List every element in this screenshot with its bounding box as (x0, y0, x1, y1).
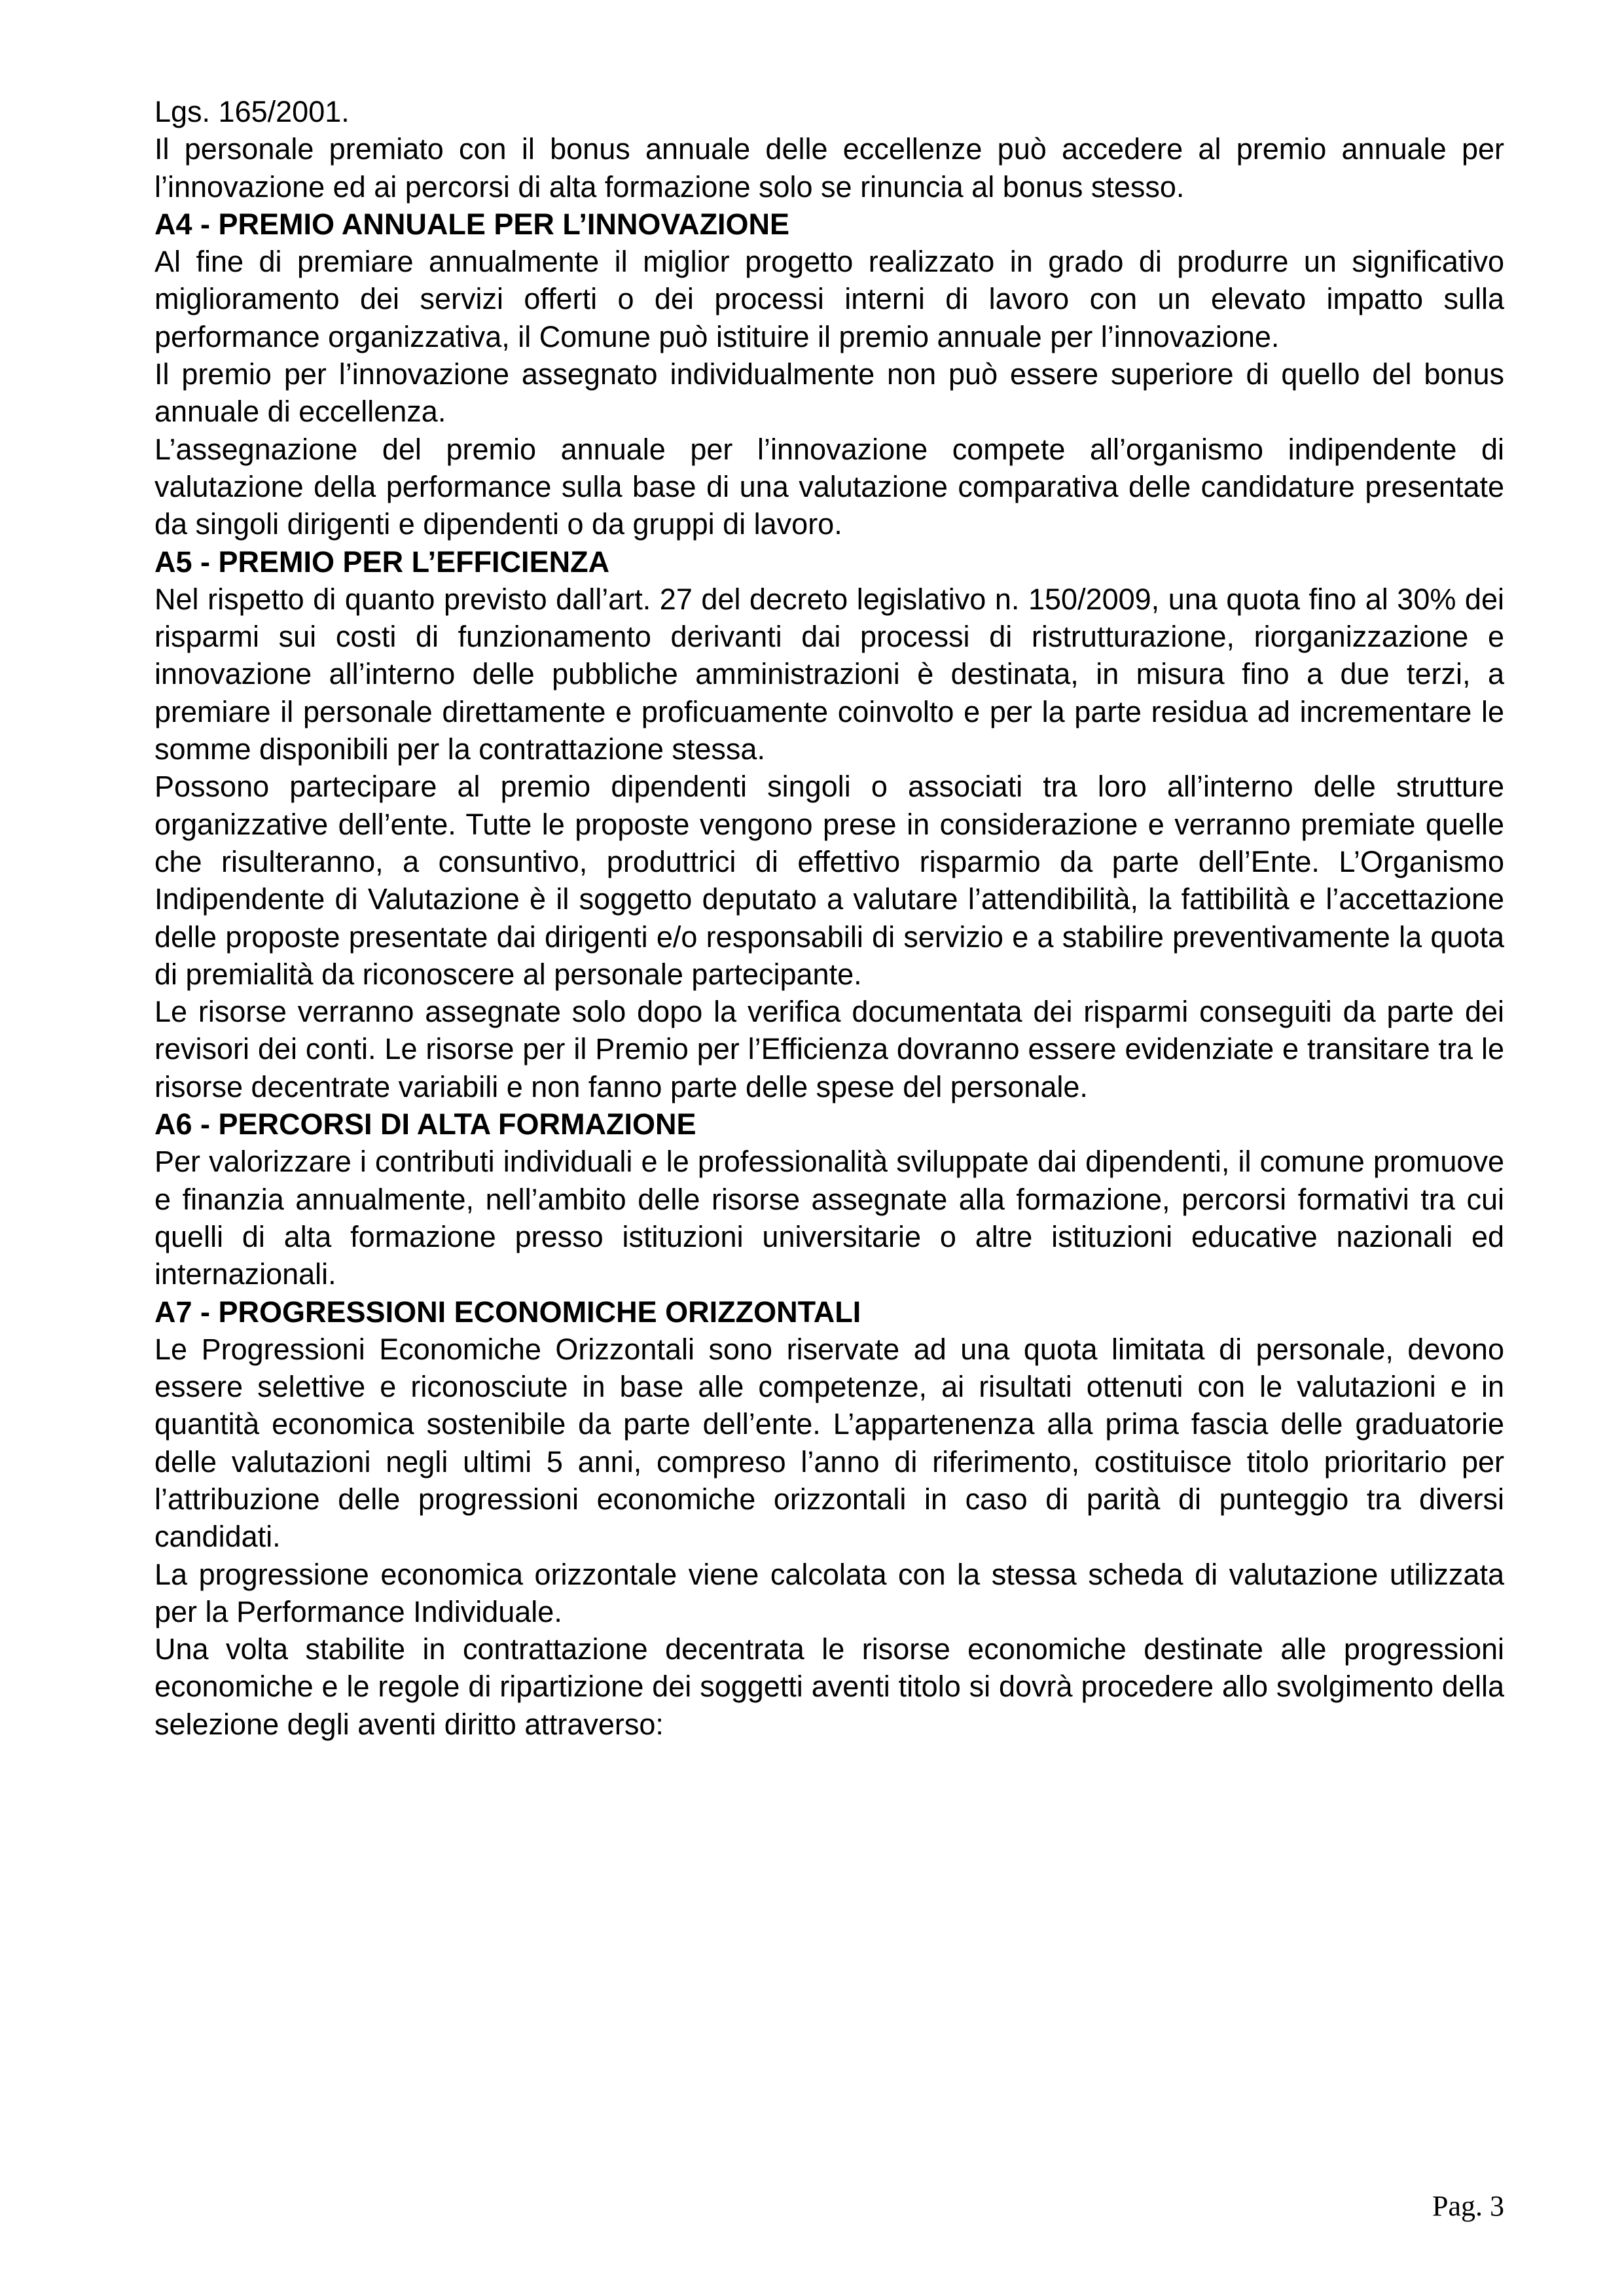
section-a6 (154, 1105, 1504, 1293)
section-heading-a5: A5 - PREMIO PER L’EFFICIENZA (154, 545, 610, 579)
section-a7 (154, 1293, 1504, 1744)
paragraph: Le risorse verranno assegnate solo dopo la verifica documentata dei risparmi conseguiti da parte dei revisori dei conti. Le risorse per il Premio per l’Efficienza dovranno essere evidenziate e transitare tra le risorse decentrate variabili e non fanno parte delle spese del personale. (154, 995, 1504, 1103)
section-a5 (154, 543, 1504, 1105)
intro-paragraph-bonus: Il personale premiato con il bonus annuale delle eccellenze può accedere al premio annuale per l’innovazione ed ai percorsi di alta formazione solo se rinuncia al bonus stesso. (154, 132, 1504, 204)
paragraph: Nel rispetto di quanto previsto dall’art. 27 del decreto legislativo n. 150/2009, una quota fino al 30% dei risparmi sui costi di funzionamento derivanti dai processi di ristrutturazione, riorganizzazione e innovazione all’interno delle pubbliche amministrazioni è destinata, in misura fino a due terzi, a premiare il personale direttamente e proficuamente coinvolto e per la parte residua ad incrementare le somme disponibili per la contrattazione stessa. (154, 582, 1504, 766)
document-text-column (154, 93, 1504, 1743)
section-heading-a4: A4 - PREMIO ANNUALE PER L’INNOVAZIONE (154, 207, 790, 241)
paragraph: Al fine di premiare annualmente il miglior progetto realizzato in grado di produrre un significativo miglioramento dei servizi offerti o dei processi interni di lavoro con un elevato impatto sulla performance organizzativa, il Comune può istituire il premio annuale per l’innovazione. (154, 245, 1504, 353)
paragraph: Una volta stabilite in contrattazione decentrata le risorse economiche destinate alle progressioni economiche e le regole di ripartizione dei soggetti aventi titolo si dovrà procedere allo svolgimento della selezione degli aventi diritto attraverso: (154, 1632, 1504, 1741)
paragraph: L’assegnazione del premio annuale per l’innovazione compete all’organismo indipendente di valutazione della performance sulla base di una valutazione comparativa delle candidature presentate da singoli dirigenti e dipendenti o da gruppi di lavoro. (154, 432, 1504, 541)
section-heading-a6: A6 - PERCORSI DI ALTA FORMAZIONE (154, 1107, 696, 1141)
page-number: Pag. 3 (1432, 2190, 1504, 2222)
paragraph: Le Progressioni Economiche Orizzontali sono riservate ad una quota limitata di personale, devono essere selettive e riconosciute in base alle competenze, ai risultati ottenuti con le valutazioni e in quantità economica sostenibile da parte dell’ente. L’appartenenza alla prima fascia delle graduatorie delle valutazioni negli ultimi 5 anni, compreso l’anno di riferimento, costituisce titolo prioritario per l’attribuzione delle progressioni economiche orizzontali in caso di parità di punteggio tra diversi candidati. (154, 1332, 1504, 1554)
paragraph: Il premio per l’innovazione assegnato individualmente non può essere superiore di quello del bonus annuale di eccellenza. (154, 357, 1504, 429)
section-heading-a7: A7 - PROGRESSIONI ECONOMICHE ORIZZONTALI (154, 1295, 861, 1329)
section-a4 (154, 206, 1504, 543)
intro-paragraph-lgs: Lgs. 165/2001. (154, 95, 350, 128)
paragraph: Possono partecipare al premio dipendenti singoli o associati tra loro all’interno delle strutture organizzative dell’ente. Tutte le proposte vengono prese in considerazione e verranno premiate quelle che risulteranno, a consuntivo, produttrici di effettivo risparmio da parte dell’Ente. L’Organismo Indipendente di Valutazione è il soggetto deputato a valutare l’attendibilità, la fattibilità e l’accettazione delle proposte presentate dai dirigenti e/o responsabili di servizio e a stabilire preventivamente la quota di premialità da riconoscere al personale partecipante. (154, 770, 1504, 991)
paragraph: La progressione economica orizzontale viene calcolata con la stessa scheda di valutazione utilizzata per la Performance Individuale. (154, 1557, 1504, 1628)
paragraph: Per valorizzare i contributi individuali e le professionalità sviluppate dai dipendenti, il comune promuove e finanzia annualmente, nell’ambito delle risorse assegnate alla formazione, percorsi formativi tra cui quelli di alta formazione presso istituzioni universitarie o altre istituzioni educative nazionali ed internazionali. (154, 1145, 1504, 1291)
